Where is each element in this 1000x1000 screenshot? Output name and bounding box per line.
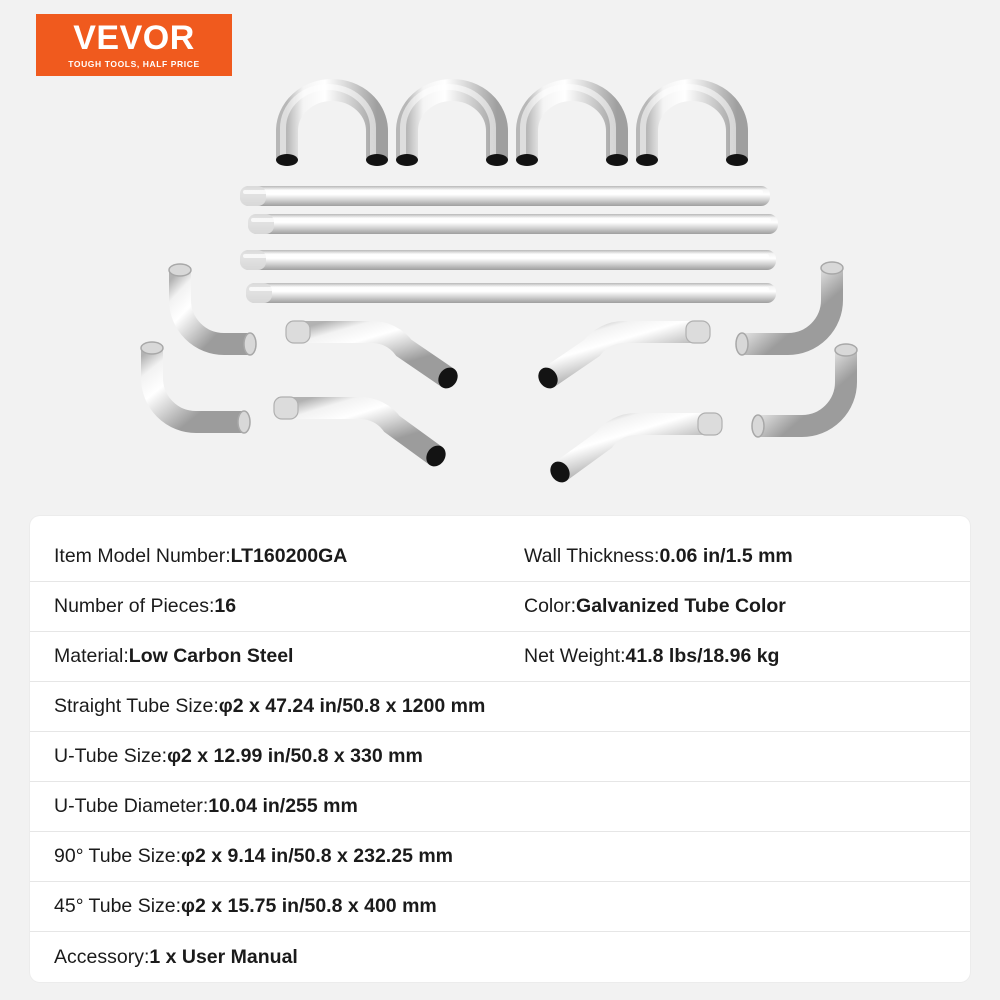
spec-value: 1 x User Manual: [149, 945, 298, 968]
spec-u-tube-size: [30, 745, 970, 768]
spec-value: φ2 x 15.75 in/50.8 x 400 mm: [181, 895, 437, 917]
spec-row: [30, 882, 970, 932]
spec-u-tube-diameter: [30, 795, 970, 818]
spec-item-model-number: [30, 545, 500, 568]
spec-label: Wall Thickness:: [524, 545, 660, 567]
spec-value: φ2 x 9.14 in/50.8 x 232.25 mm: [181, 845, 454, 867]
spec-label: Material:: [54, 645, 129, 667]
spec-row: [30, 782, 970, 832]
spec-row: [30, 582, 970, 632]
brand-name: VEVOR: [73, 19, 195, 58]
spec-row: [30, 832, 970, 882]
spec-90-degree-tube-size: [30, 845, 970, 868]
u-bend-tubes: [276, 87, 748, 166]
spec-label: 45° Tube Size:: [54, 895, 182, 917]
spec-value: 10.04 in/255 mm: [208, 795, 358, 817]
spec-row: [30, 932, 970, 982]
spec-value: φ2 x 47.24 in/50.8 x 1200 mm: [218, 695, 486, 717]
spec-value: 16: [214, 595, 237, 617]
spec-label: 90° Tube Size:: [54, 845, 182, 867]
spec-value: 41.8 lbs/18.96 kg: [625, 645, 780, 667]
spec-value: φ2 x 12.99 in/50.8 x 330 mm: [167, 745, 423, 767]
spec-label: Net Weight:: [524, 645, 626, 667]
spec-number-of-pieces: [30, 595, 500, 618]
spec-45-degree-tube-size: [30, 895, 970, 918]
straight-tubes: [240, 186, 778, 303]
forty-five-degree-bends: [274, 321, 722, 486]
spec-material: [30, 645, 500, 668]
spec-net-weight: [500, 645, 970, 668]
spec-straight-tube-size: [30, 695, 970, 718]
brand-tagline: TOUGH TOOLS, HALF PRICE: [68, 59, 200, 70]
spec-label: Straight Tube Size:: [54, 695, 219, 717]
spec-row: [30, 632, 970, 682]
spec-value: LT160200GA: [230, 545, 348, 567]
spec-value: Galvanized Tube Color: [576, 595, 786, 617]
spec-value: 0.06 in/1.5 mm: [659, 545, 793, 567]
spec-label: U-Tube Size:: [54, 745, 168, 767]
spec-value: Low Carbon Steel: [128, 645, 294, 667]
spec-row: [30, 532, 970, 582]
spec-color: [500, 595, 970, 618]
spec-row: [30, 682, 970, 732]
spec-wall-thickness: [500, 545, 970, 568]
spec-label: Color:: [524, 595, 577, 617]
spec-accessory: [30, 946, 970, 969]
spec-label: Accessory:: [54, 945, 150, 968]
spec-label: Number of Pieces:: [54, 595, 215, 617]
spec-row: [30, 732, 970, 782]
spec-label: Item Model Number:: [54, 545, 231, 567]
spec-label: U-Tube Diameter:: [54, 795, 209, 817]
specification-panel: [30, 516, 970, 982]
